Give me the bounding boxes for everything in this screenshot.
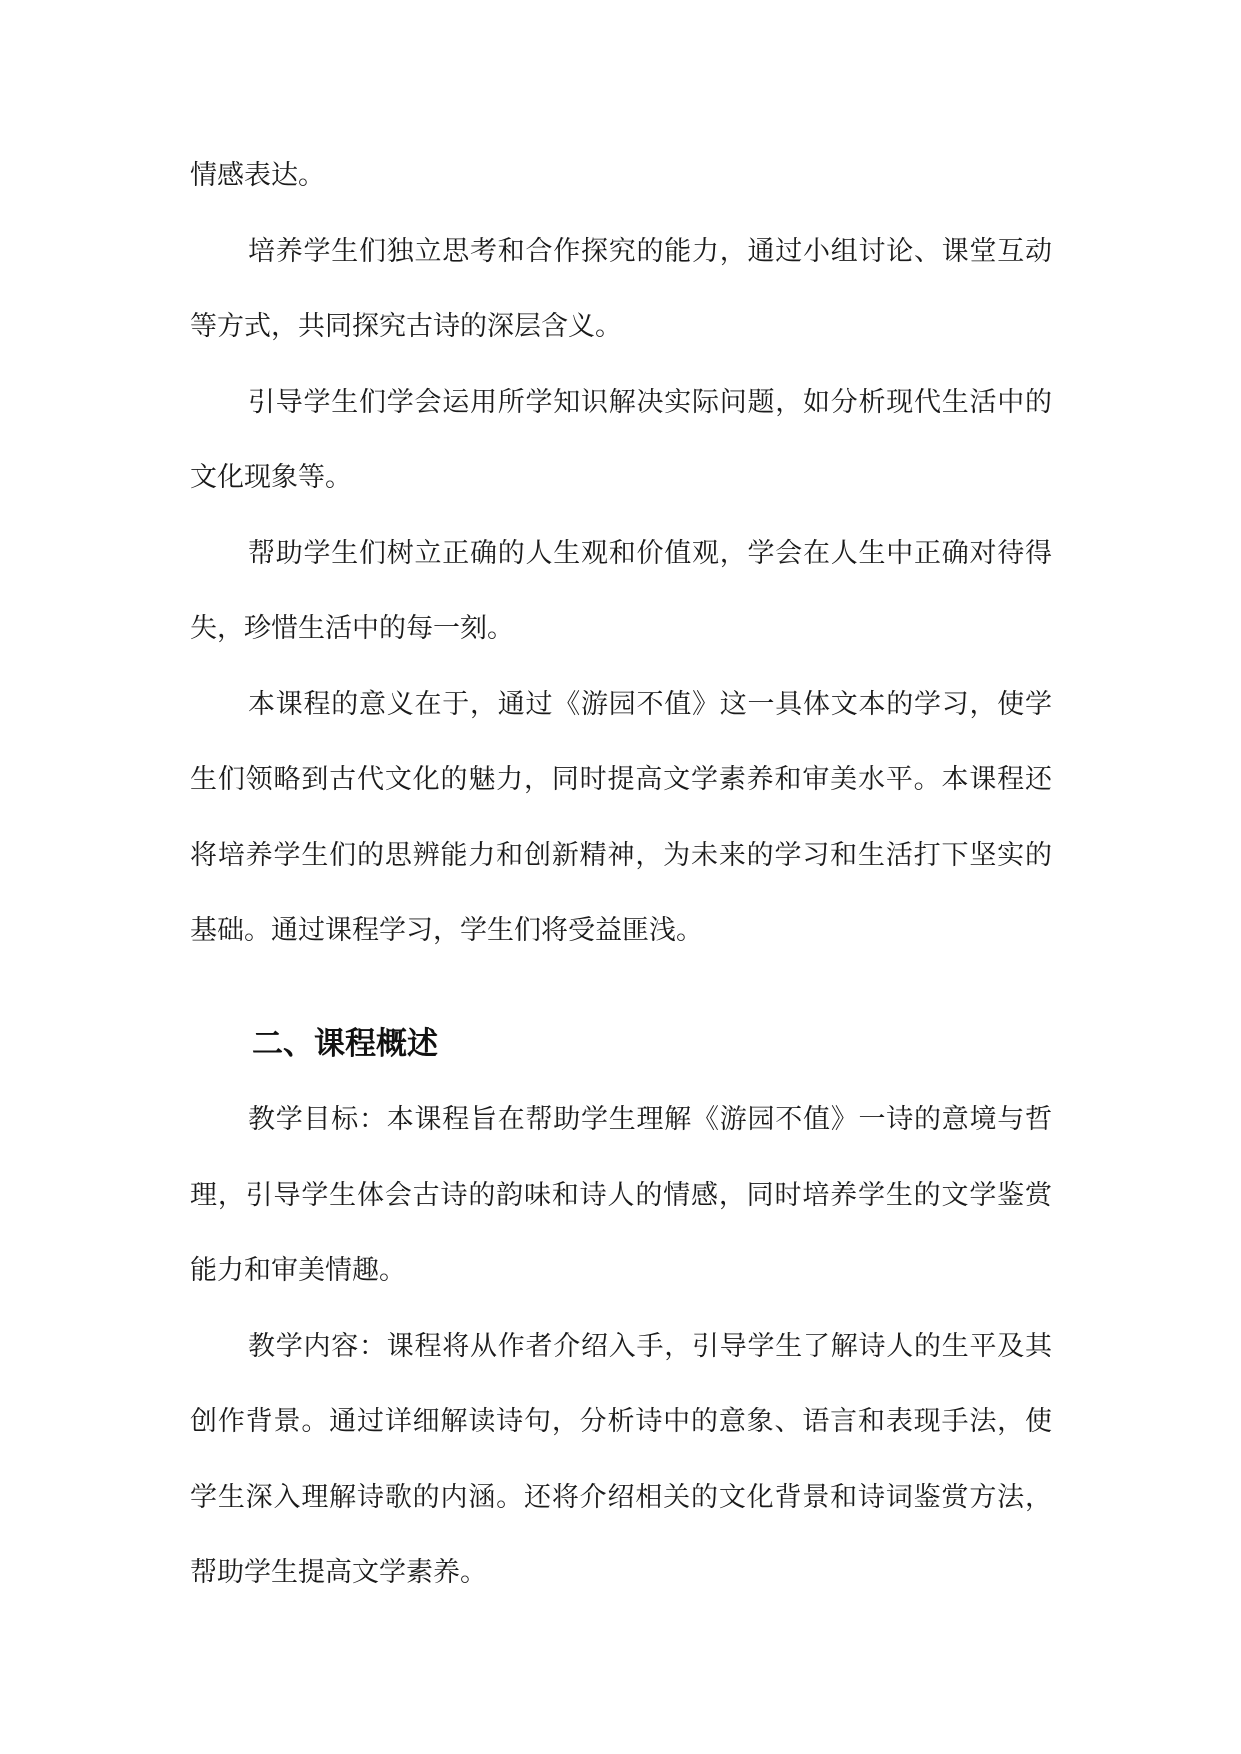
document-body xyxy=(190,138,1052,1611)
paragraph-cooperation: 培养学生们独立思考和合作探究的能力，通过小组讨论、课堂互动等方式，共同探究古诗的深层含义。 xyxy=(190,235,1052,342)
paragraph-application: 引导学生们学会运用所学知识解决实际问题，如分析现代生活中的文化现象等。 xyxy=(190,386,1052,493)
paragraph-teaching-content: 教学内容：课程将从作者介绍入手，引导学生了解诗人的生平及其创作背景。通过详细解读诗句，分析诗中的意象、语言和表现手法，使学生深入理解诗歌的内涵。还将介绍相关的文化背景和诗词鉴赏方法，帮助学生提高文学素养。 xyxy=(190,1330,1052,1588)
paragraph-teaching-goals: 教学目标：本课程旨在帮助学生理解《游园不值》一诗的意境与哲理，引导学生体会古诗的韵味和诗人的情感，同时培养学生的文学鉴赏能力和审美情趣。 xyxy=(190,1104,1052,1286)
paragraph-significance: 本课程的意义在于，通过《游园不值》这一具体文本的学习，使学生们领略到古代文化的魅力，同时提高文学素养和审美水平。本课程还将培养学生们的思辨能力和创新精神，为未来的学习和生活打下坚实的基础。通过课程学习，学生们将受益匪浅。 xyxy=(190,688,1052,946)
section-heading-course-overview: 二、课程概述 xyxy=(252,1025,438,1062)
paragraph-continuation: 情感表达。 xyxy=(190,160,325,191)
paragraph-values: 帮助学生们树立正确的人生观和价值观，学会在人生中正确对待得失，珍惜生活中的每一刻。 xyxy=(190,537,1052,644)
